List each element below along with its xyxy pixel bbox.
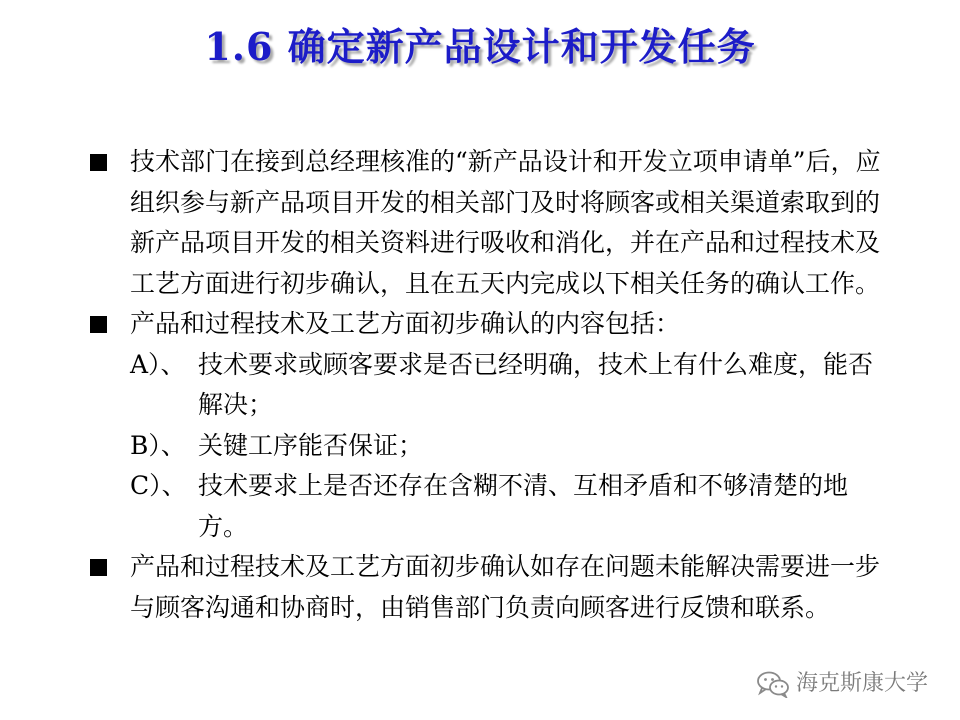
bullet-text: 产品和过程技术及工艺方面初步确认的内容包括： (130, 309, 681, 338)
bullet-item (90, 142, 890, 304)
square-bullet-icon (90, 559, 107, 576)
sub-item-text: 技术要求或顾客要求是否已经明确，技术上有什么难度，能否解决； (198, 349, 874, 419)
sub-item-prefix: B）、 (130, 430, 186, 460)
watermark (756, 670, 928, 698)
slide-title: 1.6 确定新产品设计和开发任务 (204, 24, 756, 69)
sub-item (90, 426, 890, 467)
sub-item (90, 345, 890, 426)
watermark-text: 海克斯康大学 (795, 671, 928, 696)
square-bullet-icon (90, 154, 107, 171)
bullet-text: 产品和过程技术及工艺方面初步确认如存在问题未能解决需要进一步与顾客沟通和协商时，由销售部门负责向顾客进行反馈和联系。 (130, 552, 881, 622)
wechat-icon (756, 670, 790, 698)
bullet-item (90, 547, 890, 628)
slide-content (90, 142, 890, 628)
sub-item-text: 关键工序能否保证； (198, 430, 424, 460)
square-bullet-icon (90, 316, 107, 333)
sub-item (90, 466, 890, 547)
sub-item-prefix: C）、 (130, 471, 187, 500)
bullet-text: 技术部门在接到总经理核准的“新产品设计和开发立项申请单”后，应组织参与新产品项目开发的相关部门及时将顾客或相关渠道索取到的新产品项目开发的相关资料进行吸收和消化，并在产品和过程技术及工艺方面进行初步确认，且在五天内完成以下相关任务的确认工作。 (130, 147, 881, 298)
bullet-item (90, 304, 890, 345)
sub-item-text: 技术要求上是否还存在含糊不清、互相矛盾和不够清楚的地方。 (198, 471, 849, 541)
sub-item-prefix: A）、 (130, 349, 186, 379)
